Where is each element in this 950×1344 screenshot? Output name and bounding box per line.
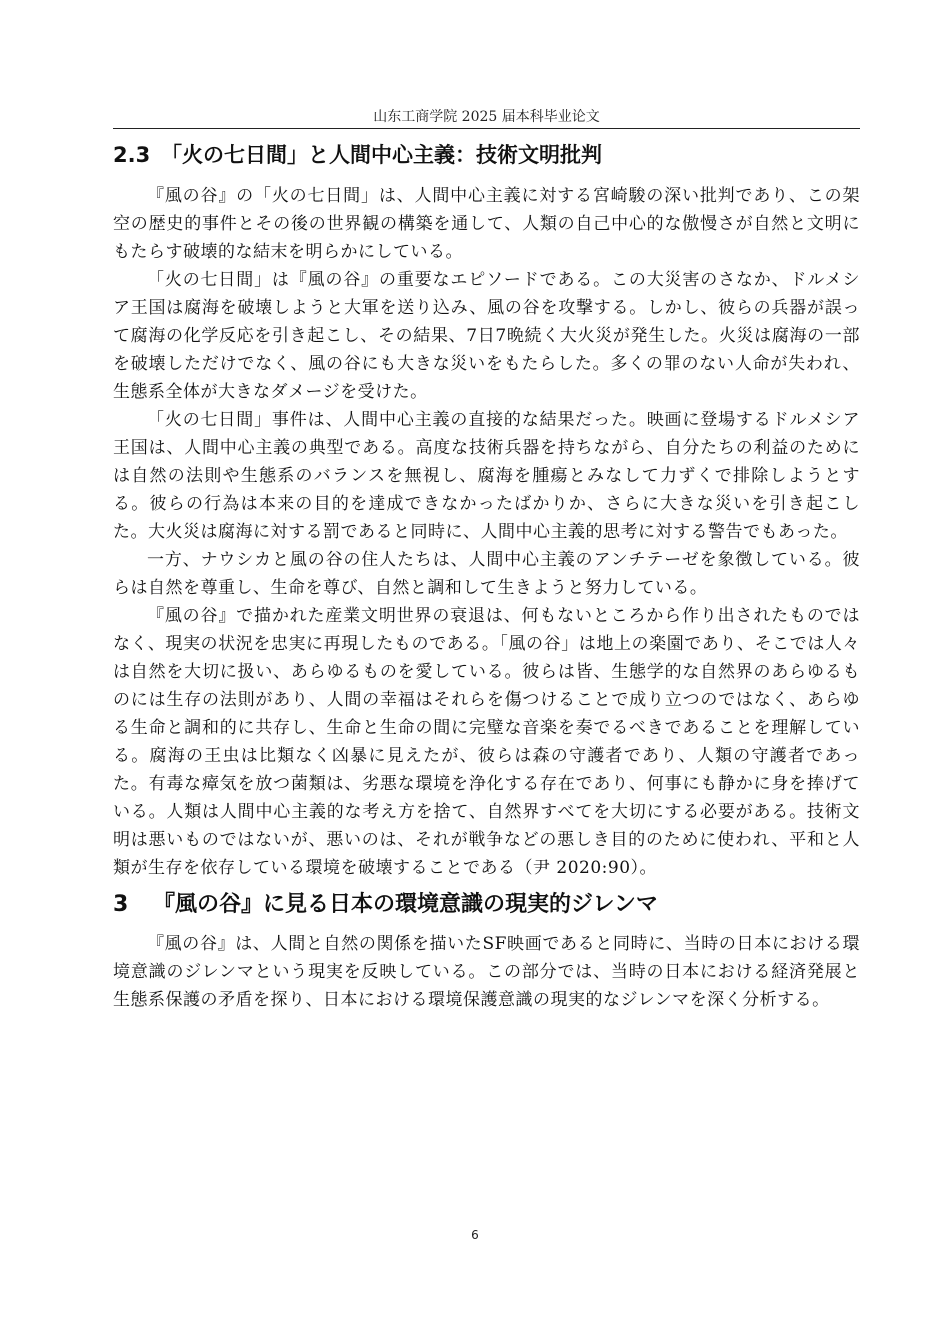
header-rule: [113, 128, 860, 129]
section-heading-3: [113, 890, 860, 920]
paragraph: 『風の谷』の「火の七日間」は、人間中心主義に対する宮崎駿の深い批判であり、この架空の歴史的事件とその後の世界観の構築を通して、人類の自己中心的な傲慢さが自然と文明にもたらす破壊的な結末を明らかにしている。: [113, 186, 860, 262]
section-number: 2.3: [113, 143, 151, 167]
section-number: 3: [113, 892, 129, 917]
section-title: 「火の七日間」と人間中心主義：技術文明批判: [161, 143, 602, 167]
section-heading-2-3: [113, 140, 860, 170]
paragraph: 『風の谷』は、人間と自然の関係を描いたSF映画であると同時に、当時の日本における環境意識のジレンマという現実を反映している。この部分では、当時の日本における経済発展と生態系保護の矛盾を探り、日本における環境保護意識の現実的なジレンマを深く分析する。: [113, 934, 860, 1010]
paragraph: 「火の七日間」事件は、人間中心主義の直接的な結果だった。映画に登場するドルメシア王国は、人間中心主義の典型である。高度な技術兵器を持ちながら、自分たちの利益のためには自然の法則や生態系のバランスを無視し、腐海を腫瘍とみなして力ずくで排除しようとする。彼らの行為は本来の目的を達成できなかったばかりか、さらに大きな災いを引き起こした。大火災は腐海に対する罰であると同時に、人間中心主義的思考に対する警告でもあった。: [113, 410, 860, 542]
paragraph: 「火の七日間」は『風の谷』の重要なエピソードである。この大災害のさなか、ドルメシア王国は腐海を破壊しようと大軍を送り込み、風の谷を攻撃する。しかし、彼らの兵器が誤って腐海の化学反応を引き起こし、その結果、7日7晩続く大火災が発生した。火災は腐海の一部を破壊しただけでなく、風の谷にも大きな災いをもたらした。多くの罪のない人命が失われ、生態系全体が大きなダメージを受けた。: [113, 270, 860, 402]
running-header: 山东工商学院 2025 届本科毕业论文: [373, 109, 600, 125]
paragraph: 一方、ナウシカと風の谷の住人たちは、人間中心主義のアンチテーゼを象徴している。彼らは自然を尊重し、生命を尊び、自然と調和して生きようと努力している。: [113, 550, 860, 598]
section-title: 『風の谷』に見る日本の環境意識の現実的ジレンマ: [153, 892, 658, 917]
paragraph: 『風の谷』で描かれた産業文明世界の衰退は、何もないところから作り出されたものではなく、現実の状況を忠実に再現したものである。「風の谷」は地上の楽園であり、そこでは人々は自然を大切に扱い、あらゆるものを愛している。彼らは皆、生態学的な自然界のあらゆるものには生存の法則があり、人間の幸福はそれらを傷つけることで成り立つのではなく、あらゆる生命と調和的に共存し、生命と生命の間に完璧な音楽を奏でるべきであることを理解している。腐海の王虫は比類なく凶暴に見えたが、彼らは森の守護者であり、人類の守護者であった。有毒な瘴気を放つ菌類は、劣悪な環境を浄化する存在であり、何事にも静かに身を捧げている。人類は人間中心主義的な考え方を捨て、自然界すべてを大切にする必要がある。技術文明は悪いものではないが、悪いのは、それが戦争などの悪しき目的のために使われ、平和と人類が生存を依存している環境を破壊することである（尹 2020:90）。: [113, 606, 860, 878]
page-body: [113, 136, 860, 1014]
page-number: 6: [471, 1228, 479, 1242]
